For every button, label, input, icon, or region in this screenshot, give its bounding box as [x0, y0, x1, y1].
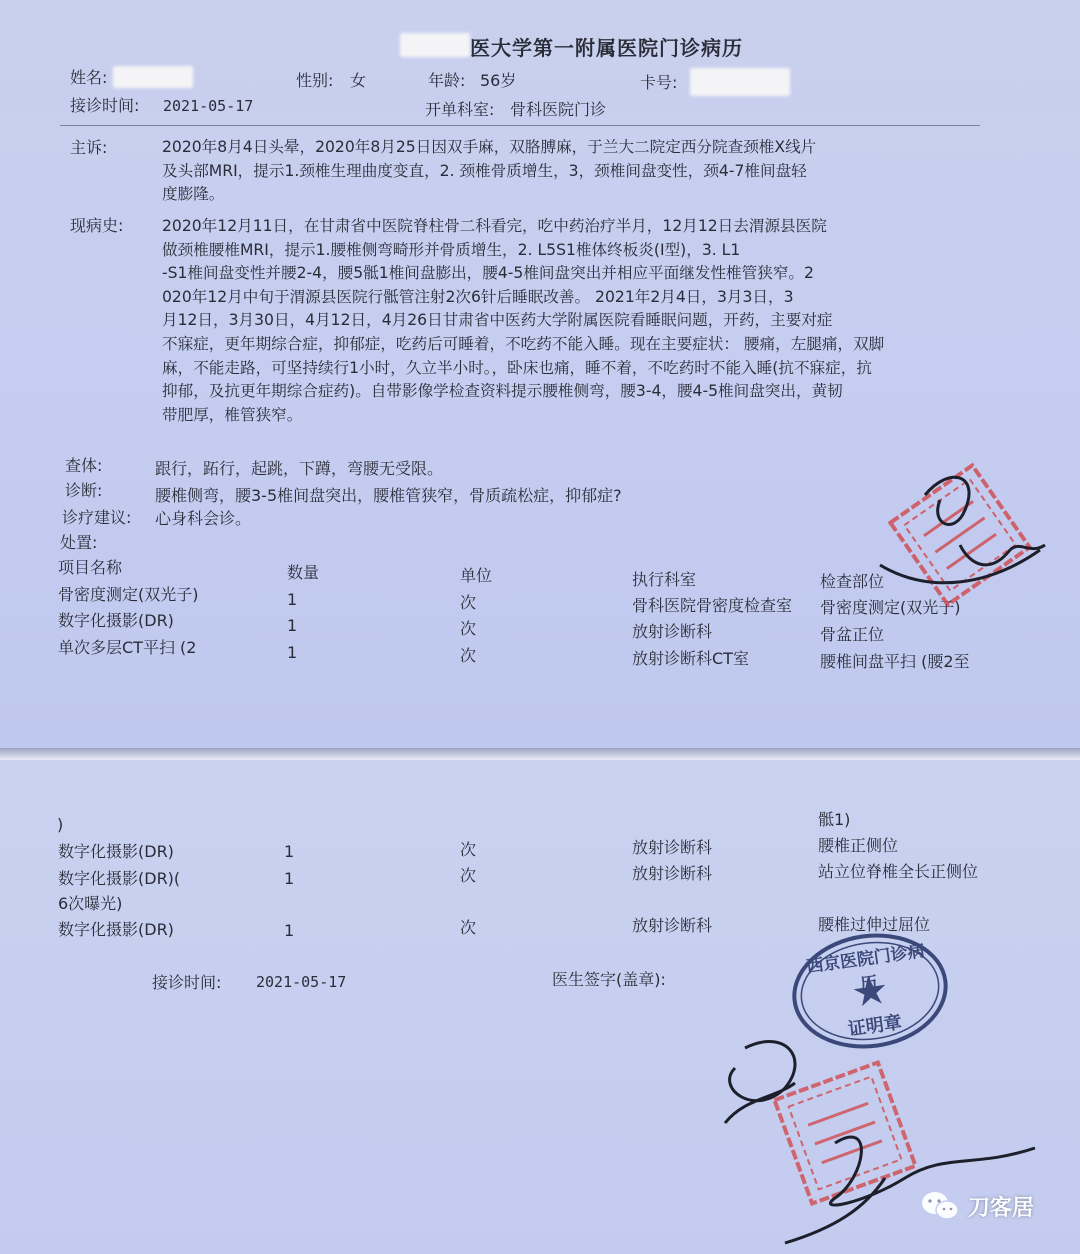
redacted-card-number: [690, 68, 790, 96]
header-dept: 执行科室: [632, 570, 697, 589]
header-unit: 单位: [460, 566, 493, 585]
footer-visit-time-value: 2021-05-17: [256, 973, 347, 991]
complaint-line: 度膨隆。: [162, 185, 225, 204]
header-divider: [60, 125, 980, 126]
cell-item: 数字化摄影(DR): [58, 611, 174, 630]
gender-label: 性别:: [296, 71, 334, 90]
exam-value: 跟行，跖行，起跳，下蹲，弯腰无受限。: [155, 459, 444, 478]
header-part: 检查部位: [820, 572, 885, 591]
hospital-title: 医大学第一附属医院门诊病历: [470, 36, 743, 60]
history-text: [162, 215, 884, 427]
cell-part: 腰椎间盘平扫 (腰2至: [820, 652, 970, 671]
complaint-line: 2020年8月4日头晕，2020年8月25日因双手麻，双胳膊麻，于兰大二院定西分院查颈椎X线片: [162, 138, 817, 156]
cell-item: 数字化摄影(DR): [58, 842, 174, 861]
row-wrap-text: 6次曝光): [58, 894, 123, 913]
exam-label: 查体:: [65, 456, 103, 475]
cell-item: 数字化摄影(DR): [58, 920, 174, 939]
cell-item: 单次多层CT平扫 (2: [58, 638, 197, 657]
cell-qty: 1: [284, 921, 295, 940]
cell-dept: 放射诊断科: [632, 916, 713, 935]
watermark: [920, 1190, 1034, 1222]
history-line: 不寐症，更年期综合症，抑郁症，吃药后可睡着，不吃药不能入睡。现在主要症状： 腰痛，左腿痛，双脚: [162, 334, 885, 353]
wechat-icon: [920, 1190, 960, 1222]
diagnosis-value: 腰椎侧弯，腰3-5椎间盘突出，腰椎管狭窄，骨质疏松症，抑郁症?: [155, 486, 622, 505]
history-line: 麻，不能走路，可坚持续行1小时，久立半小时。，卧床也痛，睡不着，不吃药时不能入睡(抗不寐症，抗: [162, 358, 872, 377]
cell-part: 骨盆正位: [820, 625, 885, 644]
card-label: 卡号:: [640, 73, 678, 92]
history-line: 月12日，3月30日，4月12日，4月26日甘肃省中医药大学附属医院看睡眠问题，开药，主要对症: [162, 311, 833, 330]
age-value: 56岁: [480, 71, 517, 90]
continuation-right: 骶1): [818, 810, 851, 829]
cell-dept: 骨科医院骨密度检查室: [632, 596, 793, 615]
history-line: 做颈椎腰椎MRI，提示1.腰椎侧弯畸形并骨质增生，2. L5S1椎体终板炎(I型)，3. L1: [162, 240, 741, 259]
name-label: 姓名:: [70, 68, 108, 87]
dept-label: 开单科室:: [425, 100, 495, 119]
complaint-line: 及头部MRI，提示1.颈椎生理曲度变直，2. 颈椎骨质增生，3，颈椎间盘变性，颈4-7椎间盘轻: [162, 161, 807, 180]
complaint-text: [162, 136, 816, 207]
footer-visit-time-label: 接诊时间:: [152, 973, 222, 992]
cell-unit: 次: [460, 918, 477, 937]
header-quantity: 数量: [287, 563, 320, 582]
age-label: 年龄:: [428, 71, 466, 90]
visit-time-label: 接诊时间:: [70, 96, 140, 115]
cell-dept: 放射诊断科: [632, 622, 713, 641]
cell-qty: 1: [284, 842, 295, 861]
header-item-name: 项目名称: [58, 558, 123, 577]
cell-item: 数字化摄影(DR)(: [58, 869, 181, 888]
cell-dept: 放射诊断科: [632, 838, 713, 857]
cell-part: 腰椎正侧位: [818, 836, 899, 855]
cell-unit: 次: [460, 619, 477, 638]
cell-part: 腰椎过伸过屈位: [818, 915, 931, 934]
gender-value: 女: [350, 71, 367, 90]
diagnosis-label: 诊断:: [65, 481, 103, 500]
history-line: 带肥厚，椎管狭窄。: [162, 405, 303, 424]
red-seal-stamp-top: [870, 455, 1050, 615]
continuation-left: ): [57, 815, 64, 834]
cell-unit: 次: [460, 646, 477, 665]
advice-label: 诊疗建议:: [62, 508, 132, 527]
visit-time-value: 2021-05-17: [163, 97, 254, 115]
cell-dept: 放射诊断科CT室: [632, 649, 749, 668]
watermark-text: 刀客居: [968, 1195, 1035, 1221]
history-line: -S1椎间盘变性并腰2-4，腰5骶1椎间盘膨出，腰4-5椎间盘突出并相应平面继发性椎管狭窄。2: [162, 264, 814, 283]
advice-value: 心身科会诊。: [155, 509, 252, 528]
cell-qty: 1: [287, 643, 298, 662]
cell-unit: 次: [460, 866, 477, 885]
cell-qty: 1: [287, 616, 298, 635]
treatment-label: 处置:: [60, 533, 98, 552]
cell-qty: 1: [284, 869, 295, 888]
redacted-patient-name: [113, 66, 193, 88]
seal-ring-text: 西京医院门诊病历: [805, 941, 926, 996]
cell-part: 骨密度测定(双光子): [820, 598, 961, 617]
seal-center-text: 证明章: [846, 1011, 904, 1041]
history-label: 现病史:: [70, 216, 124, 235]
complaint-label: 主诉:: [70, 138, 108, 157]
history-line: 2020年12月11日，在甘肃省中医院脊柱骨二科看完，吃中药治疗半月，12月12日去渭源县医院: [162, 217, 827, 235]
history-line: 020年12月中旬于渭源县医院行骶管注射2次6针后睡眠改善。 2021年2月4日，3月3日，3: [162, 287, 794, 306]
dept-value: 骨科医院门诊: [510, 100, 607, 119]
doctor-sign-label: 医生签字(盖章):: [552, 970, 666, 989]
redacted-hospital-name: [400, 33, 470, 57]
cell-qty: 1: [287, 590, 298, 609]
record-page-2: [0, 760, 1080, 1254]
history-line: 抑郁，及抗更年期综合症药)。自带影像学检查资料提示腰椎侧弯，腰3-4，腰4-5椎间盘突出，黄韧: [162, 382, 843, 401]
cell-unit: 次: [460, 840, 477, 859]
cell-part: 站立位脊椎全长正侧位: [818, 862, 979, 881]
cell-dept: 放射诊断科: [632, 864, 713, 883]
page-fold-gap: [0, 748, 1080, 760]
cell-item: 骨密度测定(双光子): [58, 585, 199, 604]
cell-unit: 次: [460, 593, 477, 612]
